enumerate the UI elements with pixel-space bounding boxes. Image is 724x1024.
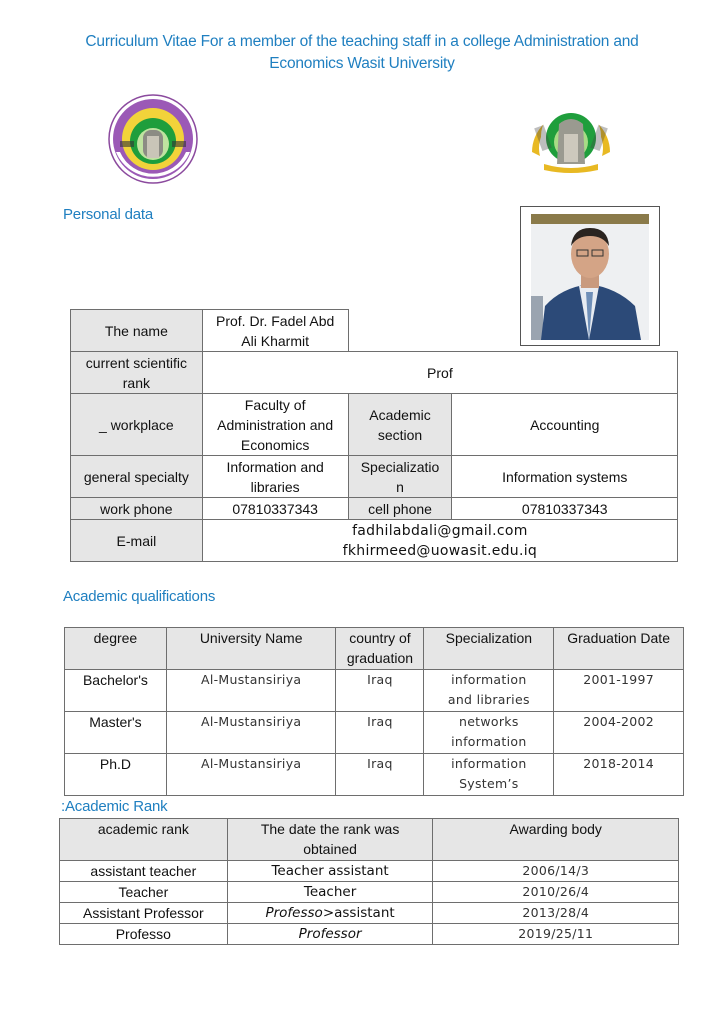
awarding-date-cell: 2010/26/4	[433, 882, 679, 903]
personal-data-table	[70, 309, 678, 562]
general-specialty-value: Information and libraries	[202, 456, 348, 498]
name-line-1: Prof. Dr. Fadel Abd	[216, 312, 335, 329]
university-cell: Al-Mustansiriya	[166, 670, 336, 712]
name-value	[202, 310, 348, 352]
university-cell: Al-Mustansiriya	[166, 754, 336, 796]
obtained-cell: Professor	[227, 924, 433, 945]
workplace-value: Faculty of Administration and Economics	[202, 394, 348, 456]
header-graduation-date: Graduation Date	[554, 628, 684, 670]
qualifications-table	[64, 627, 684, 796]
obtained-cell: Teacher assistant	[227, 861, 433, 882]
obtained-cell: Teacher	[227, 882, 433, 903]
email-value	[202, 520, 677, 562]
work-phone-label: work phone	[71, 498, 203, 520]
rank-cell: assistant teacher	[60, 861, 228, 882]
date-cell: 2004-2002	[554, 712, 684, 754]
awarding-date-cell: 2019/25/11	[433, 924, 679, 945]
title-line-1: Curriculum Vitae For a member of the teaching staff in a college Administration and	[85, 33, 639, 50]
table-row	[65, 754, 684, 796]
cell-phone-value: 07810337343	[452, 498, 678, 520]
country-cell: Iraq	[336, 670, 424, 712]
header-university: University Name	[166, 628, 336, 670]
document-title	[60, 31, 664, 75]
title-line-2: Economics Wasit University	[269, 55, 455, 72]
specialization-value: Information systems	[452, 456, 678, 498]
table-row	[60, 861, 679, 882]
date-cell: 2018-2014	[554, 754, 684, 796]
general-specialty-label: general specialty	[71, 456, 203, 498]
college-logo	[108, 94, 198, 184]
specialization-cell: networks information	[424, 712, 554, 754]
table-row	[60, 882, 679, 903]
table-row	[71, 394, 678, 456]
rank-label: current scientific rank	[71, 352, 203, 394]
header-awarding-body: Awarding body	[433, 819, 679, 861]
email-label: E-mail	[71, 520, 203, 562]
academic-rank-heading: :Academic Rank	[61, 798, 168, 815]
country-cell: Iraq	[336, 754, 424, 796]
email-1[interactable]: fadhilabdali@gmail.com	[352, 522, 528, 539]
table-row	[60, 903, 679, 924]
header-degree: degree	[65, 628, 167, 670]
cell-phone-label: cell phone	[348, 498, 452, 520]
header-academic-rank: academic rank	[60, 819, 228, 861]
name-label: The name	[71, 310, 203, 352]
section-value: Accounting	[452, 394, 678, 456]
rank-cell: Assistant Professor	[60, 903, 228, 924]
table-header-row	[60, 819, 679, 861]
academic-rank-table	[59, 818, 679, 945]
work-phone-value: 07810337343	[202, 498, 348, 520]
table-header-row	[65, 628, 684, 670]
specialization-cell: information and libraries	[424, 670, 554, 712]
university-cell: Al-Mustansiriya	[166, 712, 336, 754]
rank-value: Prof	[202, 352, 677, 394]
degree-cell: Master's	[65, 712, 167, 754]
table-row	[71, 498, 678, 520]
section-label: Academic section	[348, 394, 452, 456]
obtained-cell: Professo>assistant	[227, 903, 433, 924]
header-date-obtained: The date the rank was obtained	[227, 819, 433, 861]
table-row	[71, 310, 678, 352]
email-2[interactable]: fkhirmeed@uowasit.edu.iq	[342, 542, 538, 559]
awarding-date-cell: 2013/28/4	[433, 903, 679, 924]
table-row	[71, 456, 678, 498]
rank-cell: Professo	[60, 924, 228, 945]
university-logo	[526, 90, 616, 178]
table-row	[60, 924, 679, 945]
country-cell: Iraq	[336, 712, 424, 754]
table-row	[71, 520, 678, 562]
qualifications-heading: Academic qualifications	[63, 588, 216, 605]
awarding-date-cell: 2006/14/3	[433, 861, 679, 882]
personal-data-heading: Personal data	[63, 206, 153, 223]
header-specialization: Specialization	[424, 628, 554, 670]
degree-cell: Ph.D	[65, 754, 167, 796]
table-row	[71, 352, 678, 394]
degree-cell: Bachelor's	[65, 670, 167, 712]
rank-cell: Teacher	[60, 882, 228, 903]
specialization-cell: information System’s	[424, 754, 554, 796]
specialization-label: Specializatio n	[348, 456, 452, 498]
name-line-2: Ali Kharmit	[241, 332, 309, 349]
header-country: country of graduation	[336, 628, 424, 670]
date-cell: 2001-1997	[554, 670, 684, 712]
table-row	[65, 712, 684, 754]
workplace-label: _ workplace	[71, 394, 203, 456]
table-row	[65, 670, 684, 712]
